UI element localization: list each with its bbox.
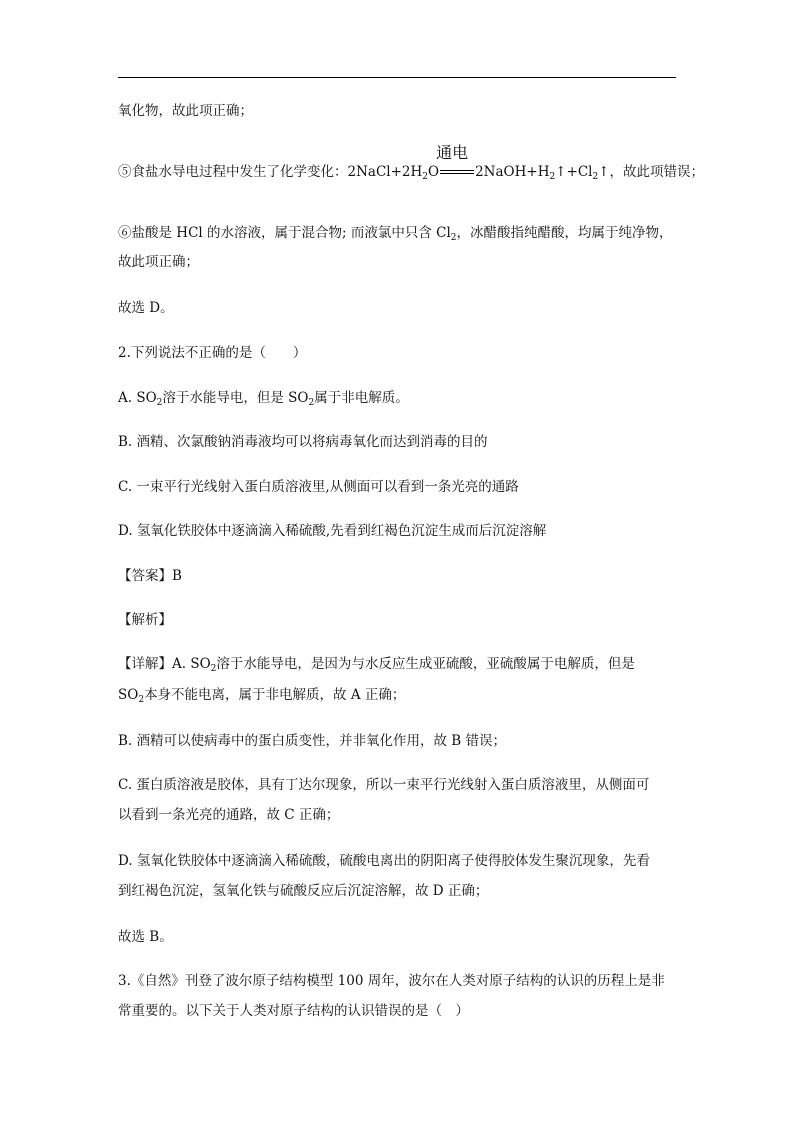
text-segment: ⑥盐酸是 HCl 的水溶液，属于混合物; 而液氯中只含 Cl bbox=[118, 225, 451, 241]
option-c: C. 一束平行光线射入蛋白质溶液里,从侧面可以看到一条光亮的通路 bbox=[118, 479, 519, 495]
detail-c-line: 以看到一条光亮的通路，故 C 正确； bbox=[118, 807, 340, 823]
detail-b-line: B. 酒精可以使病毒中的蛋白质变性，并非氧化作用，故 B 错误； bbox=[118, 733, 507, 749]
subscript: 2 bbox=[308, 398, 315, 408]
equation-line bbox=[118, 143, 705, 182]
equation-text: ⑤食盐水导电过程中发生了化学变化：2NaCl+2H bbox=[118, 164, 423, 180]
reaction-condition: 通电 bbox=[436, 143, 469, 162]
text-segment: 溶于水能导电，是因为与水反应生成亚硫酸，亚硫酸属于电解质，但是 bbox=[216, 656, 635, 672]
equation-text: ↑+Cl bbox=[555, 164, 593, 180]
subscript: 2 bbox=[450, 233, 457, 243]
detail-d-line: 到红褐色沉淀，氢氧化铁与硫酸反应后沉淀溶解，故 D 正确； bbox=[118, 883, 489, 899]
reaction-arrow bbox=[436, 143, 474, 176]
question-2: 2.下列说法不正确的是（ ） bbox=[118, 345, 307, 361]
subscript: 2 bbox=[210, 664, 217, 674]
subscript: 2 bbox=[549, 172, 556, 182]
text-line: 故选 D。 bbox=[118, 300, 174, 316]
header-rule bbox=[118, 77, 676, 78]
option-a bbox=[118, 389, 409, 407]
detail-a-line bbox=[118, 655, 635, 673]
equation-text: O bbox=[428, 164, 440, 180]
question-3: 3.《自然》刊登了波尔原子结构模型 100 周年，波尔在人类对原子结构的认识的历程上是非 bbox=[118, 973, 665, 989]
text-line bbox=[118, 224, 673, 242]
subscript: 2 bbox=[138, 695, 145, 705]
text-segment: 【详解】A. SO bbox=[118, 656, 211, 672]
text-segment: 属于非电解质。 bbox=[314, 390, 409, 406]
text-segment: 溶于水能导电，但是 SO bbox=[162, 390, 309, 406]
text-segment: ，冰醋酸指纯醋酸，均属于纯净物， bbox=[456, 225, 673, 241]
subscript: 2 bbox=[592, 172, 599, 182]
detail-a-line bbox=[118, 686, 405, 704]
text-line: 故此项正确； bbox=[118, 254, 199, 270]
subscript: 2 bbox=[422, 172, 429, 182]
text-line: 故选 B。 bbox=[118, 929, 173, 945]
detail-c-line: C. 蛋白质溶液是胶体，具有丁达尔现象，所以一束平行光线射入蛋白质溶液里，从侧面可 bbox=[118, 777, 650, 793]
text-line: 氧化物，故此项正确； bbox=[118, 103, 253, 119]
equation-text: ↑，故此项错误； bbox=[598, 164, 705, 180]
analysis-label: 【解析】 bbox=[118, 612, 172, 628]
option-b: B. 酒精、次氯酸钠消毒液均可以将病毒氧化而达到消毒的目的 bbox=[118, 434, 488, 450]
equation-text: 2NaOH+H bbox=[475, 164, 550, 180]
text-segment: 本身不能电离，属于非电解质，故 A 正确； bbox=[144, 687, 406, 703]
text-segment: A. SO bbox=[118, 390, 157, 406]
option-d: D. 氢氧化铁胶体中逐滴滴入稀硫酸,先看到红褐色沉淀生成而后沉淀溶解 bbox=[118, 523, 547, 539]
subscript: 2 bbox=[156, 398, 163, 408]
detail-d-line: D. 氢氧化铁胶体中逐滴滴入稀硫酸，硫酸电离出的阴阳离子使得胶体发生聚沉现象，先看 bbox=[118, 853, 650, 869]
question-3: 常重要的。以下关于人类对原子结构的认识错误的是（ ） bbox=[118, 1003, 469, 1019]
answer-label: 【答案】B bbox=[118, 568, 182, 584]
text-segment: SO bbox=[118, 687, 139, 703]
